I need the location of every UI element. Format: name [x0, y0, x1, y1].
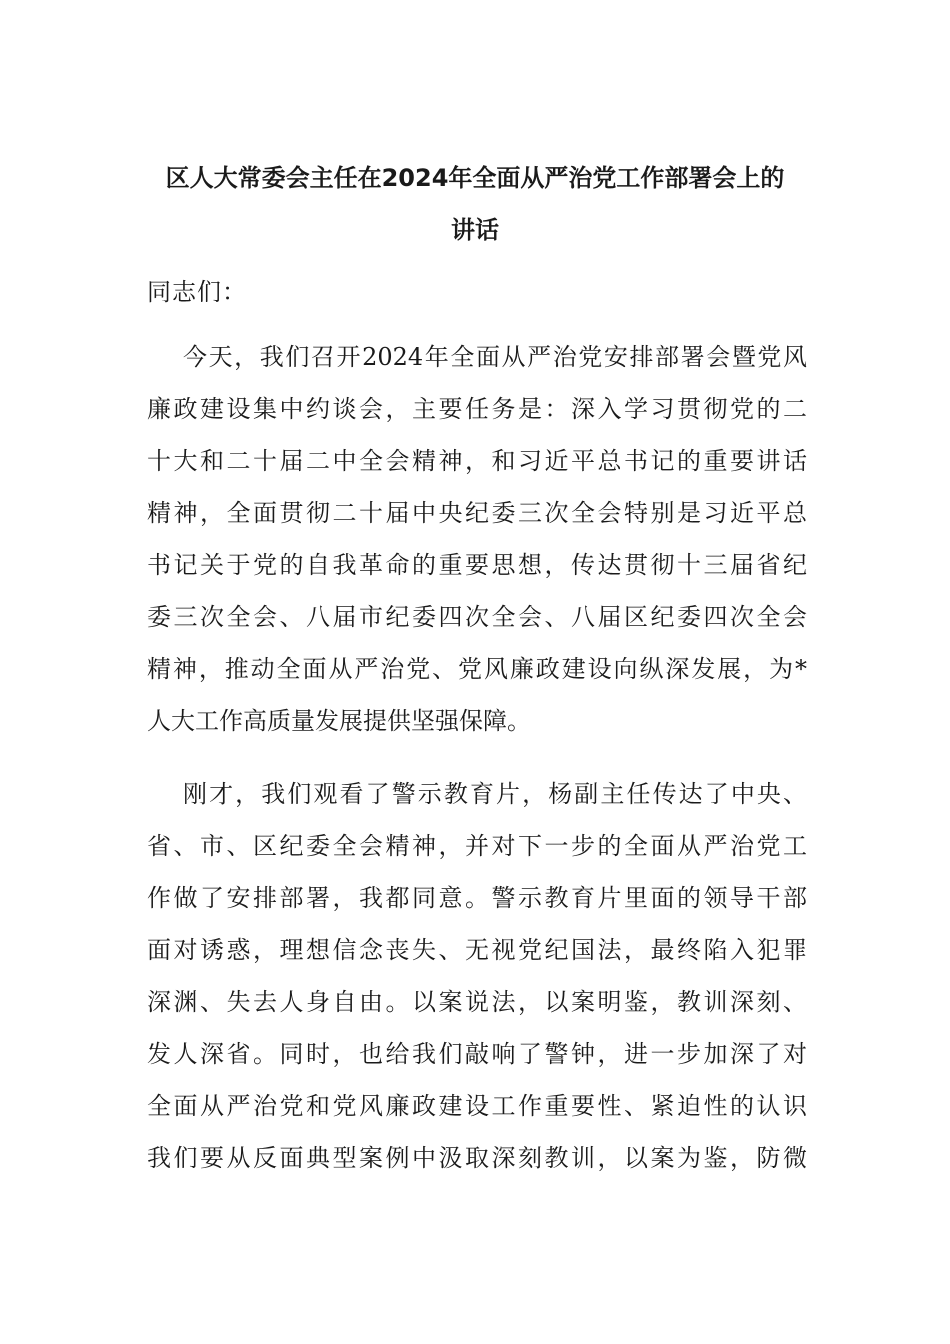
paragraph-1-line: 委三次全会、八届市纪委四次全会、八届区纪委四次全会 [147, 603, 807, 631]
paragraph-1-line: 精神，全面贯彻二十届中央纪委三次全会特别是习近平总 [147, 499, 807, 527]
paragraph-1-line: 今天，我们召开2024年全面从严治党安排部署会暨党风 [183, 343, 807, 371]
paragraph-2-line: 面对诱惑，理想信念丧失、无视党纪国法，最终陷入犯罪 [147, 936, 807, 964]
paragraph-1-line: 精神，推动全面从严治党、党风廉政建设向纵深发展，为* [147, 655, 807, 683]
document-title-line-1: 区人大常委会主任在2024年全面从严治党工作部署会上的 [165, 164, 785, 192]
paragraph-1-line: 十大和二十届二中全会精神，和习近平总书记的重要讲话 [147, 447, 807, 475]
paragraph-2-line: 省、市、区纪委全会精神，并对下一步的全面从严治党工 [147, 832, 807, 860]
paragraph-2-line: 全面从严治党和党风廉政建设工作重要性、紧迫性的认识 [147, 1092, 807, 1120]
document-title-line-2: 讲话 [451, 216, 499, 244]
paragraph-1-line: 廉政建设集中约谈会，主要任务是：深入学习贯彻党的二 [147, 395, 807, 423]
paragraph-2-line: 发人深省。同时，也给我们敲响了警钟，进一步加深了对 [147, 1040, 807, 1068]
paragraph-2-line: 我们要从反面典型案例中汲取深刻教训，以案为鉴，防微 [147, 1144, 807, 1172]
paragraph-2-line: 深渊、失去人身自由。以案说法，以案明鉴，教训深刻、 [147, 988, 807, 1016]
paragraph-1-line: 书记关于党的自我革命的重要思想，传达贯彻十三届省纪 [147, 551, 807, 579]
paragraph-2-line: 作做了安排部署，我都同意。警示教育片里面的领导干部 [147, 884, 807, 912]
salutation: 同志们： [147, 278, 247, 306]
paragraph-2-line: 刚才，我们观看了警示教育片，杨副主任传达了中央、 [183, 780, 807, 808]
paragraph-1-line: 人大工作高质量发展提供坚强保障。 [147, 707, 531, 735]
